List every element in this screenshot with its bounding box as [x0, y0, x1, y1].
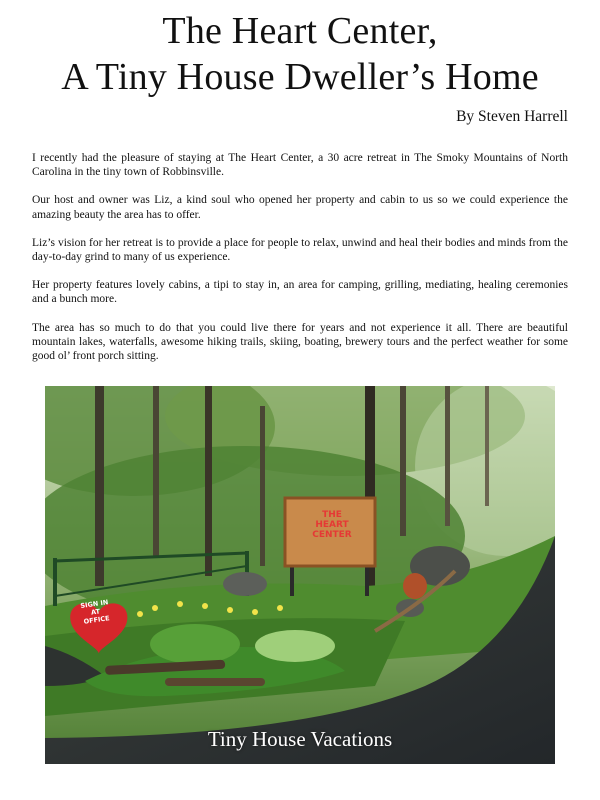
paragraph: The area has so much to do that you could live there for years and not experience it all. There are beautiful mountain lakes, waterfalls, awesome hiking trails, skiing, boating, brewery tours and the perfect weather for some good ol’ front porch sitting.: [32, 321, 568, 363]
sign-line: HEART: [315, 520, 349, 530]
title-line-2: A Tiny House Dweller’s Home: [61, 56, 539, 98]
paragraph: Liz’s vision for her retreat is to provide a place for people to relax, unwind and heal their bodies and minds from the day-to-day grind to many of us experience.: [32, 236, 568, 264]
title-line-1: The Heart Center,: [162, 10, 438, 52]
paragraph: Her property features lovely cabins, a tipi to stay in, an area for camping, grilling, mediating, healing ceremonies and a bunch more.: [32, 279, 568, 306]
paragraph: Our host and owner was Liz, a kind soul who opened her property and cabin to us so we could experience the amazing beauty the area has to offer.: [32, 194, 568, 221]
article-title: [0, 8, 600, 100]
byline: By Steven Harrell: [456, 108, 568, 125]
heart-line: AT: [90, 607, 101, 617]
photo-scene: [45, 386, 555, 764]
retreat-photo: [45, 386, 555, 764]
sign-line: THE: [322, 510, 342, 520]
heart-line: OFFICE: [83, 614, 111, 626]
paragraph: I recently had the pleasure of staying at The Heart Center, a 30 acre retreat in The Smoky Mountains of North Carolina in the tiny town of Robbinsville.: [32, 152, 568, 179]
sign-line: CENTER: [312, 530, 352, 540]
heart-center-sign: [292, 510, 372, 540]
heart-line: SIGN IN: [79, 598, 109, 610]
photo-caption: Tiny House Vacations: [207, 727, 393, 751]
article-body: [32, 151, 568, 377]
